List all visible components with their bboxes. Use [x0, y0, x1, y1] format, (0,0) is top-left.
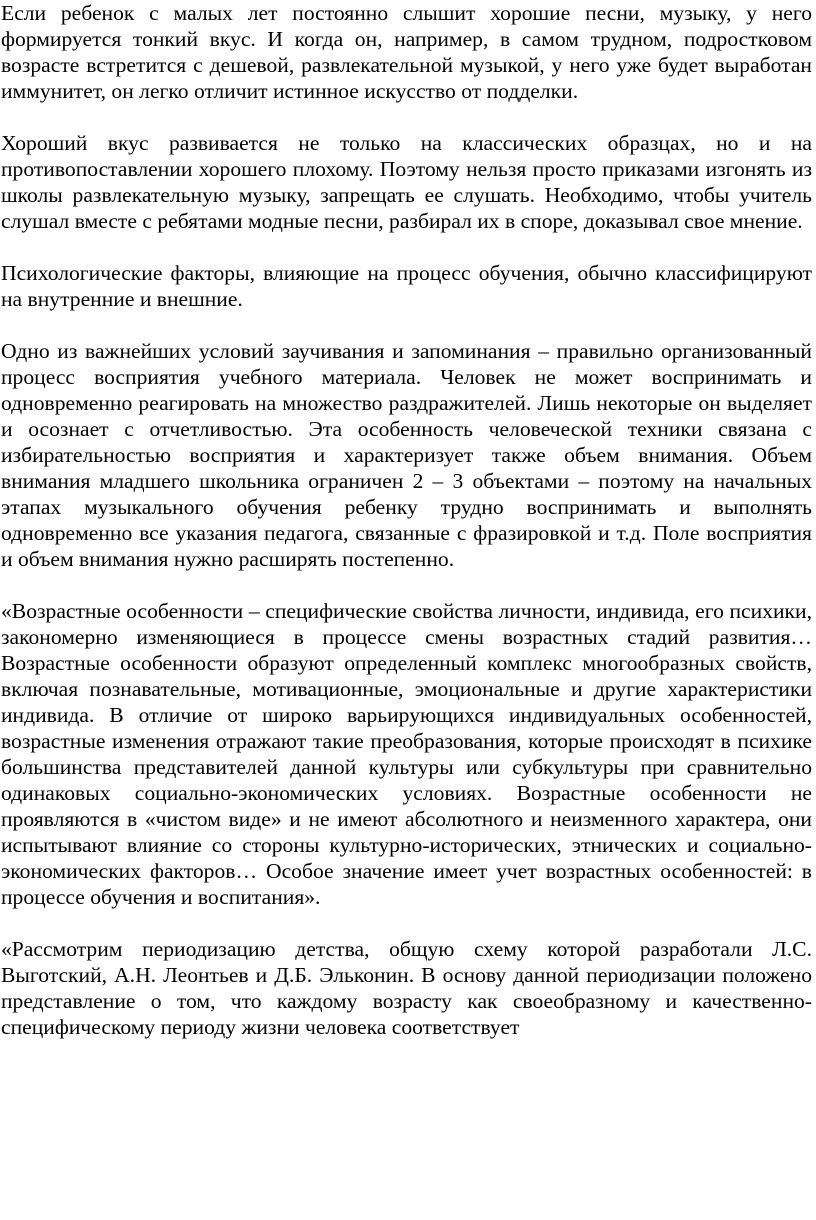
paragraph-taste-formation: Если ребенок с малых лет постоянно слышит хорошие песни, музыку, у него формируется тонкий вкус. И когда он, например, в самом трудном, подростковом возрасте встретится с дешевой, развлекательной музыкой, у него уже будет выработан иммунитет, он легко отличит истинное искусство от подделки.	[1, 1, 812, 103]
paragraph-childhood-periodization: «Рассмотрим периодизацию детства, общую схему которой разработали Л.С. Выготский, А.Н. Леонтьев и Д.Б. Эльконин. В основу данной периодизации положено представление о том, что каждому возрасту как своеобразному и качественно-специфическому периоду жизни человека соответствует	[1, 937, 812, 1039]
paragraph-age-features-quote: «Возрастные особенности – специфические свойства личности, индивида, его психики, закономерно изменяющиеся в процессе смены возрастных стадий развития… Возрастные особенности образуют определенный комплекс многообразных свойств, включая познавательные, мотивационные, эмоциональные и другие характеристики индивида. В отличие от широко варьирующихся индивидуальных особенностей, возрастные изменения отражают такие преобразования, которые происходят в психике большинства представителей данной культуры или субкультуры при сравнительно одинаковых социально-экономических условиях. Возрастные особенности не проявляются в «чистом виде» и не имеют абсолютного и неизменного характера, они испытывают влияние со стороны культурно-исторических, этнических и социально-экономических факторов… Особое значение имеет учет возрастных особенностей: в процессе обучения и воспитания».	[1, 599, 812, 909]
paragraph-psychological-factors: Психологические факторы, влияющие на процесс обучения, обычно классифицируют на внутренние и внешние.	[1, 261, 812, 311]
paragraph-good-taste: Хороший вкус развивается не только на классических образцах, но и на противопоставлении хорошего плохому. Поэтому нельзя просто приказами изгонять из школы развлекательную музыку, запрещать ее слушать. Необходимо, чтобы учитель слушал вместе с ребятами модные песни, разбирал их в споре, доказывал свое мнение.	[1, 131, 812, 233]
paragraph-perception: Одно из важнейших условий заучивания и запоминания – правильно организованный процесс восприятия учебного материала. Человек не может воспринимать и одновременно реагировать на множество раздражителей. Лишь некоторые он выделяет и осознает с отчетливостью. Эта особенность человеческой техники связана с избирательностью восприятия и характеризует также объем внимания. Объем внимания младшего школьника ограничен 2 – 3 объектами – поэтому на начальных этапах музыкального обучения ребенку трудно воспринимать и выполнять одновременно все указания педагога, связанные с фразировкой и т.д. Поле восприятия и объем внимания нужно расширять постепенно.	[1, 339, 812, 571]
